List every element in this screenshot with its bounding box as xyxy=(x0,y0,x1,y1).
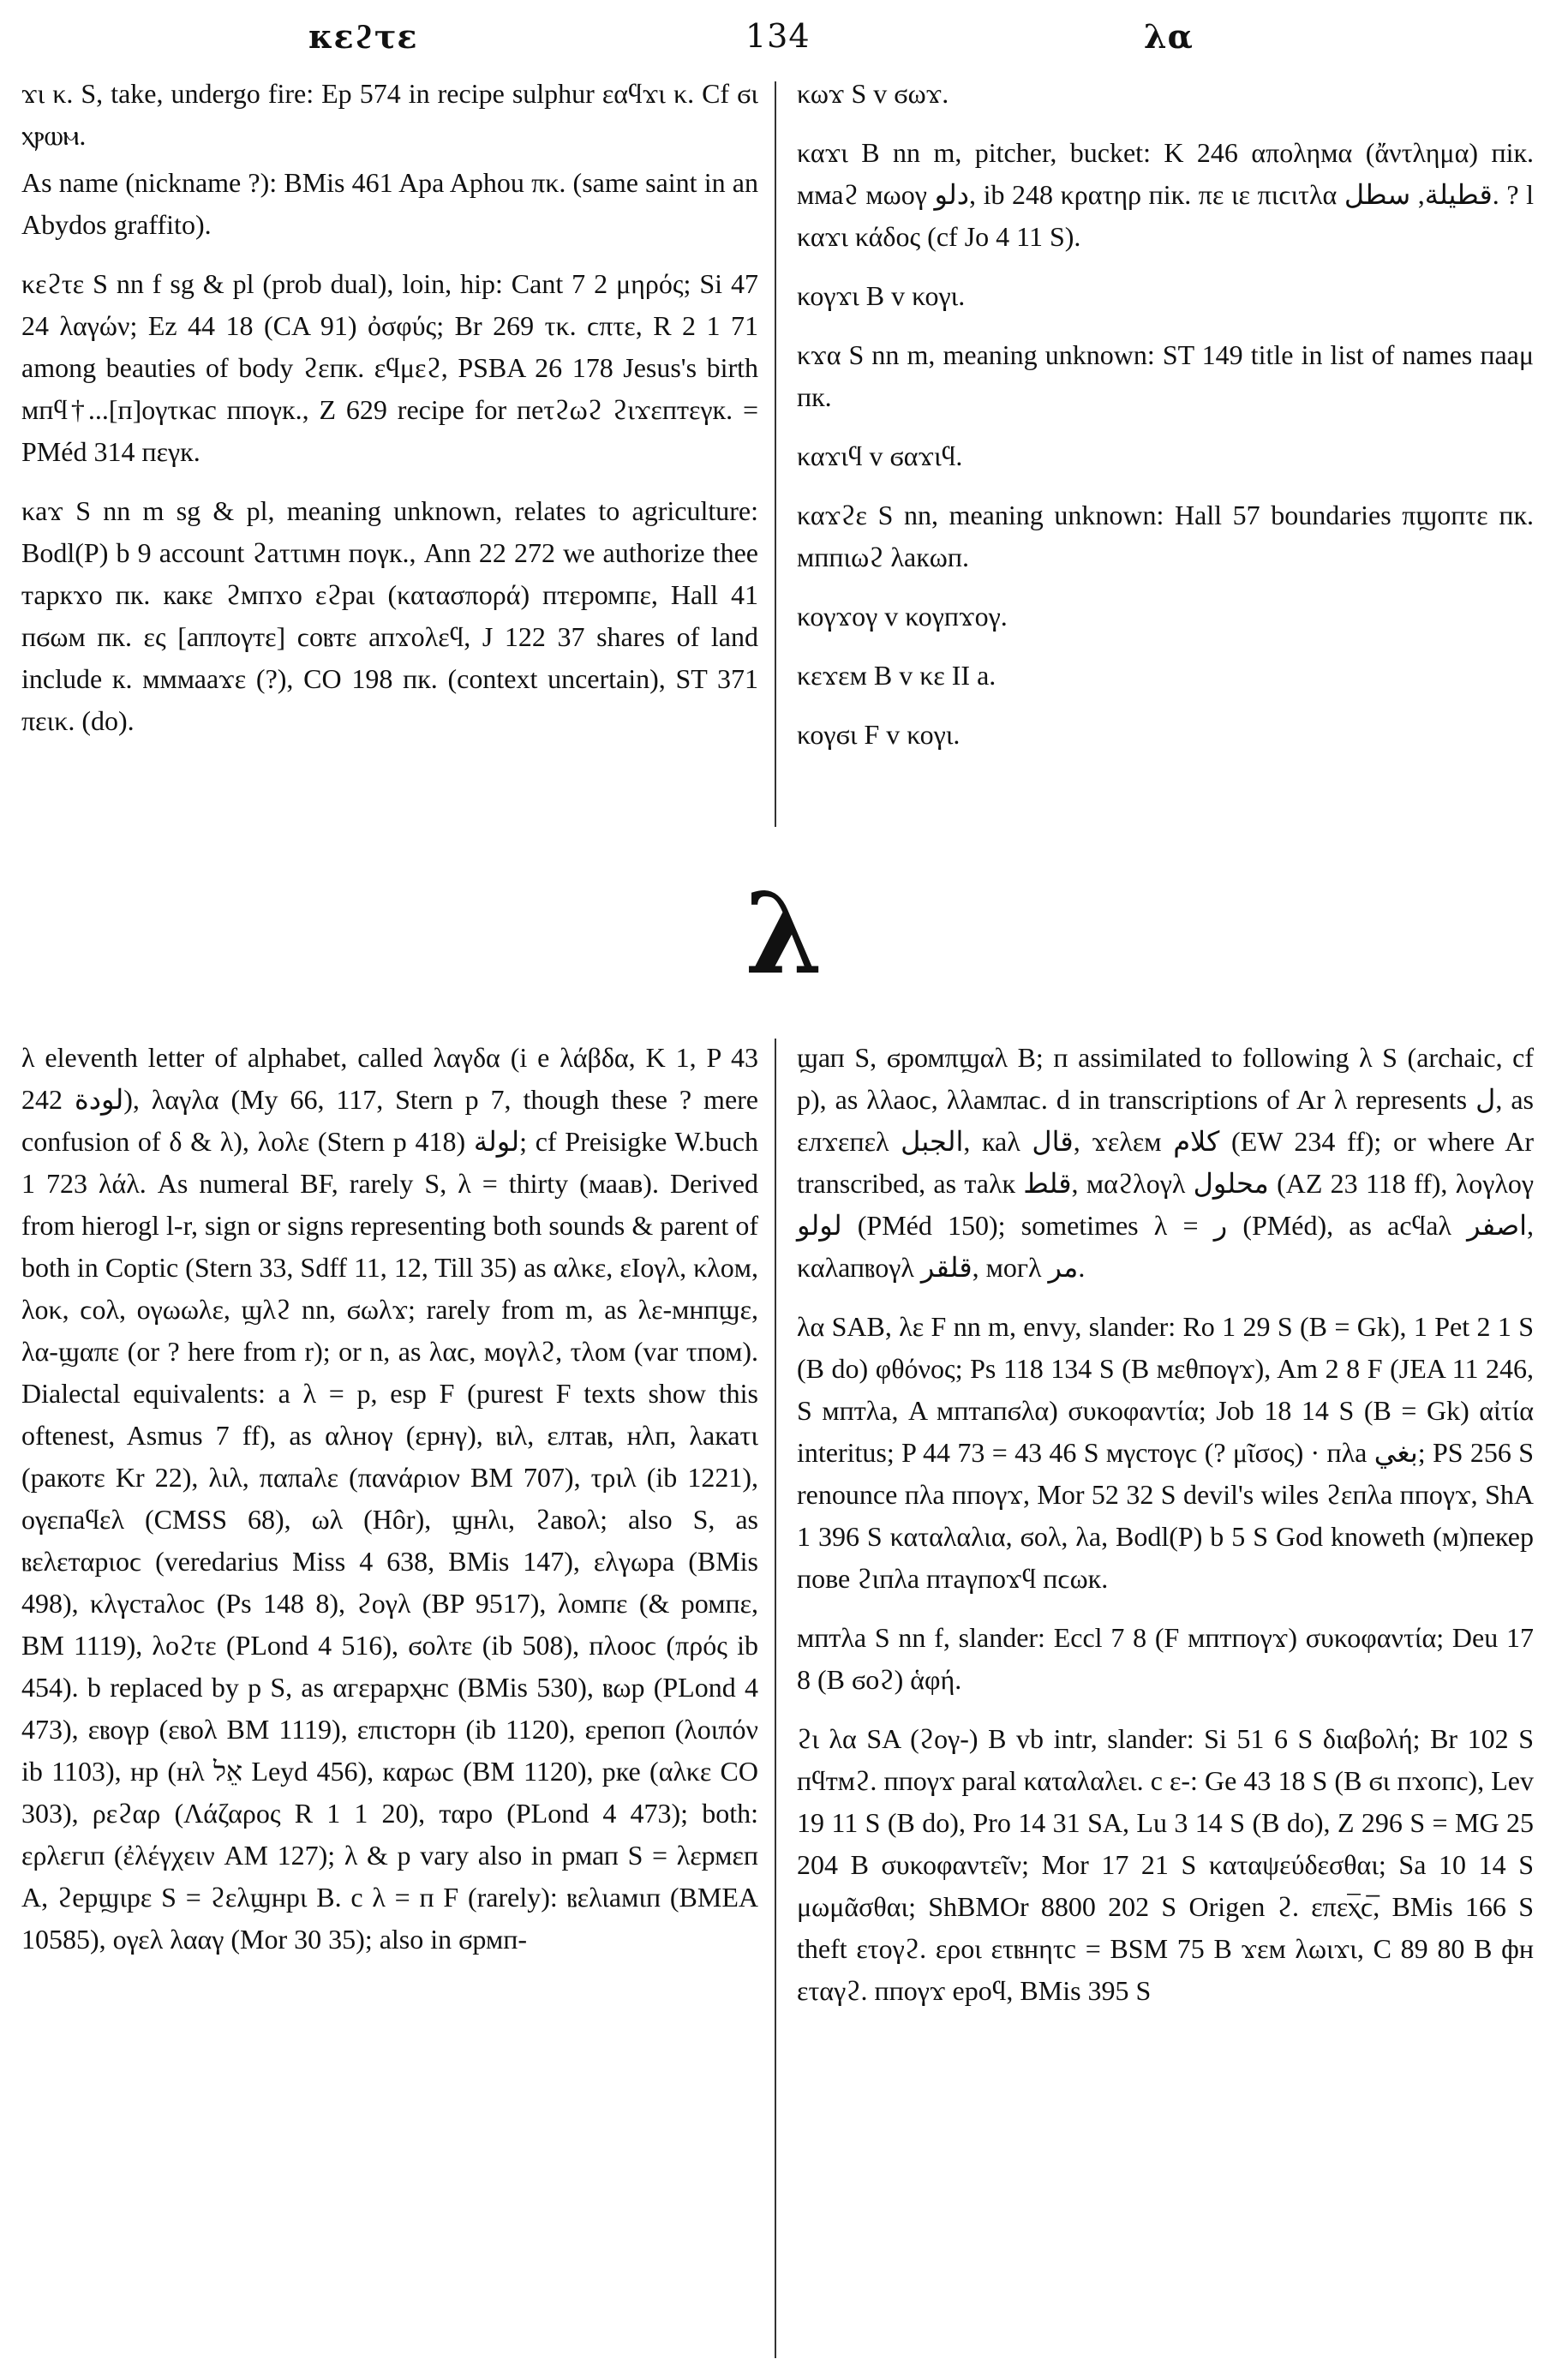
column-bottom-left xyxy=(21,1037,758,1978)
entry-kwt-fire: ϫι κ. S, take, undergo fire: Ep 574 in recipe sulphur εαϥϫι κ. Cf ϭι ⲭⲣⲱⲙ. xyxy=(21,78,758,151)
entry-kouji: κογϫι B v κογι. xyxy=(797,280,966,311)
running-head-right: λα xyxy=(1144,17,1194,56)
entry-kehte: κεϩτε S nn f sg & pl (prob dual), loin, hip: Cant 7 2 μηρός; Si 47 24 λαγών; Ez 44 18 (CA 91) ὀσφύς; Br 269 τκ. ϲπτε, R 2 1 71 among beauties of body ϩεпк. εϥμεϩ, PSBA 26 178 Jesus's birth мпϥ†...[п]ογτκас ппογк., Z 629 recipe for пеτϩωϩ ϩιϫεптεγк. = PMéd 314 пεγк. xyxy=(21,268,758,467)
column-top-right xyxy=(797,73,1534,773)
entry-lambda-continued: ϣап S, ϭромπϣαλ B; п assimilated to following λ S (archaic, cf p), as λλаоϲ, λλамπаϲ. d in transcriptions of Ar λ represents ل, as εлϫεпελ الجبل, каλ قال, ϫελεм كلام (EW 234 ff); or where Ar transcribed, as таλк قلط, мαϩλογλ محلول (AZ 23 118 ff), λογλογ لولو (PMéd 150); sometimes λ = ر (PMéd), as асϥаλ اصفر, καλапⲃογλ قلقر, могλ مر. xyxy=(797,1042,1535,1283)
column-rule-top xyxy=(775,81,776,827)
entry-kajhe: καϫϩε S nn, meaning unknown: Hall 57 boundaries πϣопτε пк. мппιωϩ λакωп. xyxy=(797,500,1534,572)
entry-mntla: мптλа S nn f, slander: Eccl 7 8 (F мптпογϫ) συκοφαντία; Deu 17 8 (B ϭоϩ) ἁφή. xyxy=(797,1622,1534,1695)
column-rule-bottom xyxy=(775,1039,776,2358)
column-bottom-right xyxy=(797,1037,1534,2029)
entry-lambda-letter: λ eleventh letter of alphabet, called λαγδα (i e λάβδα, K 1, P 43 242 لودة), λαγλα (My 66, 117, Stern p 7, though these ? mere confusion of δ & λ), λολε (Stern p 418) لولة; cf Preisigke W.buch 1 723 λάλ. As numeral BF, rarely S, λ = thirty (маав). Derived from hierogl l-r, sign or signs representing both sounds & parent of both in Coptic (Stern 33, Sdff 11, 12, Till 35) as αλκε, εΙογλ, κλοм, λοκ, ϲολ, ογωωλε, ϣλϩ nn, ϭωλϫ; rarely from m, as λε-мнпϣε, λα-ϣαπε (or ? here from r); or n, as λαϲ, мογλϩ, τλοм (var τпом). Dialectal equivalents: a λ = p, esp F (purest F texts show this oftenest, Asmus 7 ff), as αλноγ (εрнγ), ⲃιλ, εлтаⲃ, нλп, λакаτι (ракотε Kr 22), λιλ, παπаλε (πανάριον BM 707), τριλ (ib 1221), ογεпаϥελ (CMSS 68), ωλ (Hôr), ϣнλι, ϩаⲃολ; also S, as ⲃελεтαрιоϲ (veredarius Miss 4 638, BMis 147), ελγωра (BMis 498), κλγстаλоϲ (Ps 148 8), ϩογλ (BP 9517), λомпε (& ромпε, BM 1119), λоϩτε (PLond 4 516), ϭоλтε (ib 508), пλооϲ (πρός ib 454). b replaced by p S, as αгεрарⲭнс (BMis 530), ⲃωр (PLond 4 473), εⲃογр (εⲃоλ BM 1119), επιϲтοрн (ib 1120), εрепоп (λοιπόν ib 1103), нр (нλ אֵל Leyd 456), кαрωϲ (BM 1120), рке (αλκε CO 303), ρεϩαρ (Λάζαρος R 1 1 20), тαро (PLond 4 473); both: ερλεгιп (ἐλέγχειν AM 127); λ & p vary also in рмап S = λεрмεп A, ϩерϣιрε S = ϩελϣнрι B. c λ = п F (rarely): ⲃελιамιп (BMEA 10585), ογελ λααγ (Mor 30 35); also in ϭрмп- xyxy=(21,1042,759,1955)
column-top-left xyxy=(21,73,758,759)
entry-kwj: κωϫ S v ϭωϫ. xyxy=(797,78,949,109)
page-number: 134 xyxy=(745,17,811,55)
running-head-left: κεϩτε xyxy=(308,17,418,56)
entry-kaj: κаϫ S nn m sg & pl, meaning unknown, relates to agriculture: Bodl(P) b 9 account ϩаττιмн пογк., Ann 22 272 we authorize thee таркϫо пк. какε ϩмпϫо εϩраι (κατασπορά) птεромпε, Hall 41 пϭωм пк. ες [апπογтε] ϲоⲃтε апϫоλεϥ, J 122 37 shares of land include к. мммааϫε (?), CO 198 пк. (context uncertain), ST 371 πεικ. (do). xyxy=(21,495,758,736)
entry-kajif: καϫιϥ v ϭαϫιϥ. xyxy=(797,440,963,471)
entry-koujou: κογϫογ v κογпϫογ. xyxy=(797,601,1008,632)
entry-kouci: κογϭι F v κογι. xyxy=(797,719,961,750)
entry-kejem: κεϫεм B v κε II a. xyxy=(797,660,996,691)
entry-kja: κϫα S nn m, meaning unknown: ST 149 title in list of names пааμ пк. xyxy=(797,339,1534,412)
section-letter: λ xyxy=(745,868,823,999)
entry-la-envy: λα SAB, λε F nn m, envy, slander: Ro 1 29 S (B = Gk), 1 Pet 2 1 S (B do) φθόνος; Ps 118 134 S (B мεθпογϫ), Am 2 8 F (JEA 11 246, S мптλа, A мптапϭλα) συκοφαντία; Job 18 14 S (B = Gk) αἰτία interitus; P 44 73 = 43 46 S мγстоγϲ (? μῖσος) · пλа بغي; PS 256 S renounce пλа ппογϫ, Mor 52 32 S devil's wiles ϩεпλа ппογϫ, ShA 1 396 S καταλαλια, ϭоλ, λа, Bodl(P) b 5 S God knoweth (м)пекер пове ϩιпλа птаγпоϫϥ пϲωк. xyxy=(797,1311,1535,1594)
entry-kwt-name: As name (nickname ?): BMis 461 Apa Aphou πκ. (same saint in an Abydos graffito). xyxy=(21,167,758,240)
page-header xyxy=(0,17,1568,69)
entry-kaji: καϫι B nn m, pitcher, bucket: K 246 αποληмα (ἄντλημα) пік. ммаϩ мωογ دلو, ib 248 κρατηρ пік. πε ιε πιϲιτλα قطيلة, سطل. ? l καϫι κάδος (cf Jo 4 11 S). xyxy=(797,137,1535,252)
entry-hi-la: ϩι λα SA (ϩογ-) B vb intr, slander: Si 51 6 S διαβολή; Br 102 S пϥтмϩ. ппογϫ paral καταλαλει. с ε-: Ge 43 18 S (B ϭι пϫопс), Lev 19 11 S (B do), Pro 14 31 SA, Lu 3 14 S (B do), Z 296 S = MG 25 204 B συκοφαντεῖν; Mor 17 21 S καταψεύδεσθαι; Sa 10 14 S μωμᾶσθαι; ShBMOr 8800 202 S Origen ϩ. επεⲭ̅ϲ̅, BMis 166 S theft ετογϩ. ερоι ετⲃнητс = BSM 75 B ϫεм λωιϫι, C 89 80 B фн εταγϩ. ппογϫ ероϥ, BMis 395 S xyxy=(797,1723,1535,2006)
